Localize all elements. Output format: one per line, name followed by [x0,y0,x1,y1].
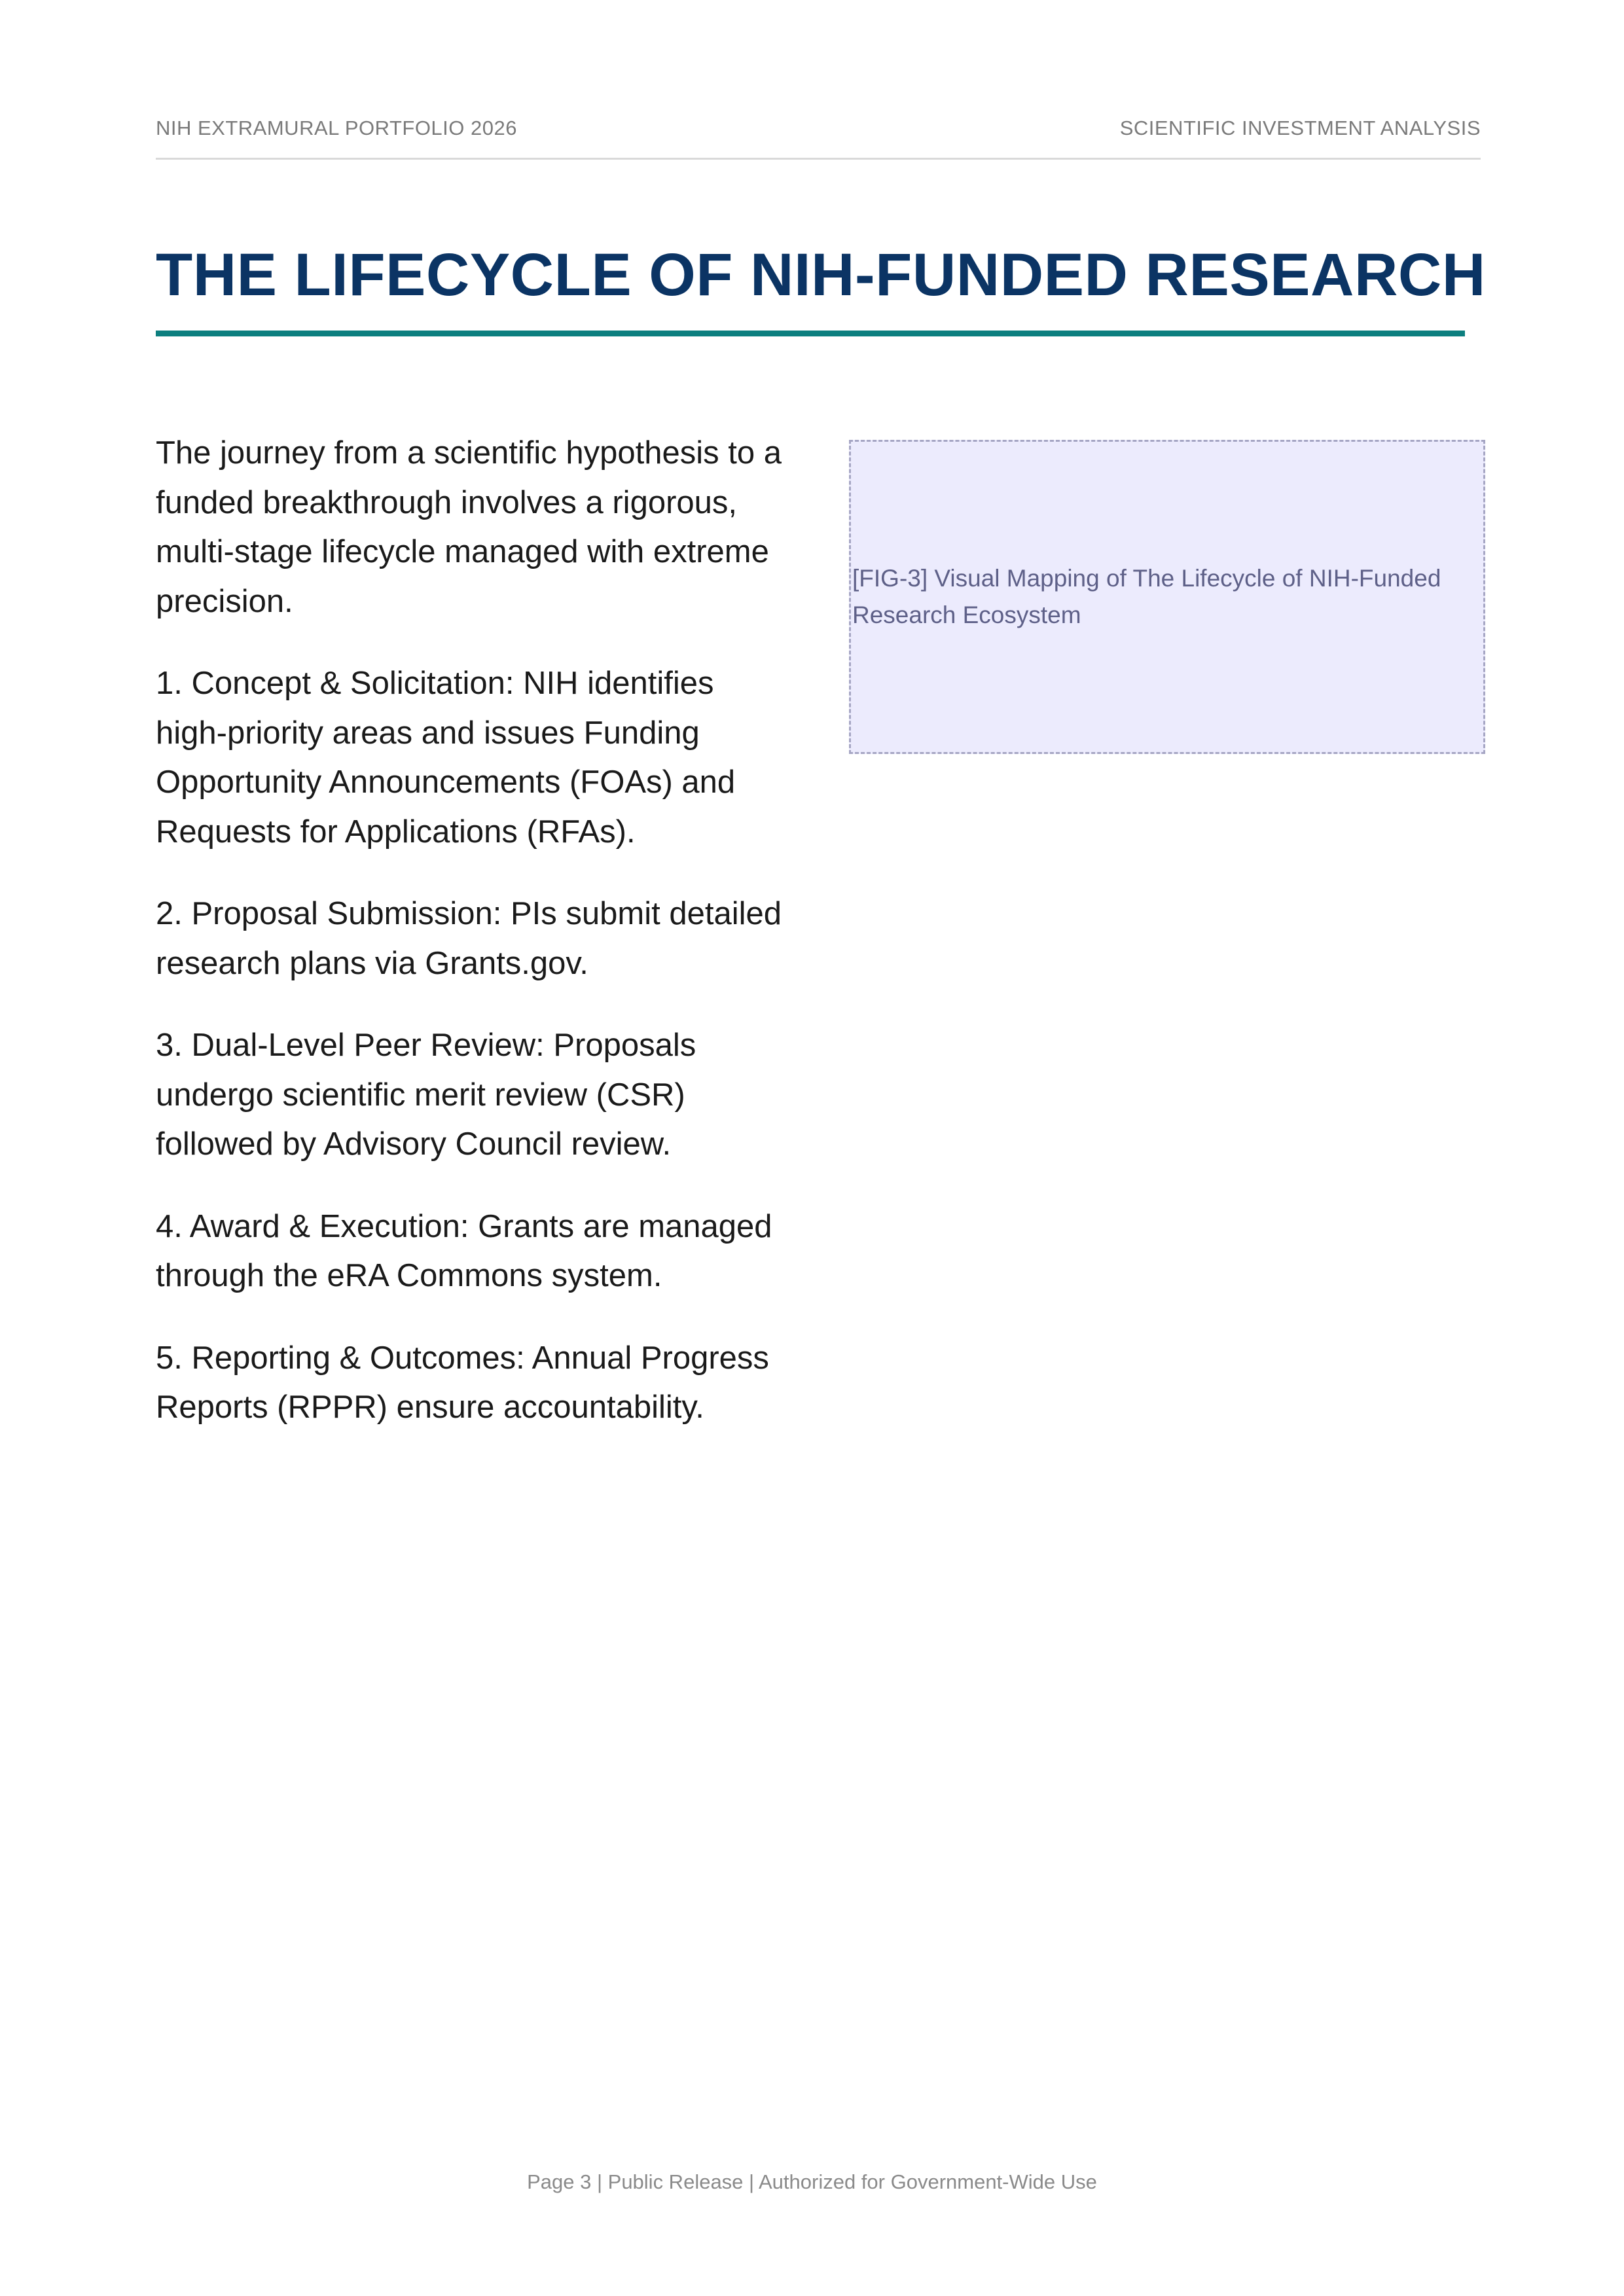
step-concept-solicitation: 1. Concept & Solicitation: NIH identifies high-priority areas and issues Funding Opportunity Announcements (FOAs) and Requests for Applications (RFAs). [156,666,736,850]
header-publication-name: NIH EXTRAMURAL PORTFOLIO 2026 [156,117,517,139]
step-proposal-submission: 2. Proposal Submission: PIs submit detailed research plans via Grants.gov. [156,896,782,981]
intro-paragraph: The journey from a scientific hypothesis to a funded breakthrough involves a rigorous, multi-stage lifecycle managed with extreme precision. [156,435,782,619]
step-peer-review: 3. Dual-Level Peer Review: Proposals undergo scientific merit review (CSR) followed by Advisory Council review. [156,1028,696,1162]
page-title: THE LIFECYCLE OF NIH-FUNDED RESEARCH [156,242,1486,308]
body-text-column [156,429,784,1465]
title-underline [156,331,1465,336]
step-award-execution: 4. Award & Execution: Grants are managed through the eRA Commons system. [156,1208,772,1293]
running-header [156,117,1481,160]
figure-placeholder [849,440,1485,754]
header-section-name: SCIENTIFIC INVESTMENT ANALYSIS [1119,117,1481,139]
page-footer: Page 3 | Public Release | Authorized for Government-Wide Use [527,2170,1097,2193]
figure-caption: [FIG-3] Visual Mapping of The Lifecycle of NIH-Funded Research Ecosystem [852,565,1441,628]
step-reporting-outcomes: 5. Reporting & Outcomes: Annual Progress Reports (RPPR) ensure accountability. [156,1340,769,1425]
